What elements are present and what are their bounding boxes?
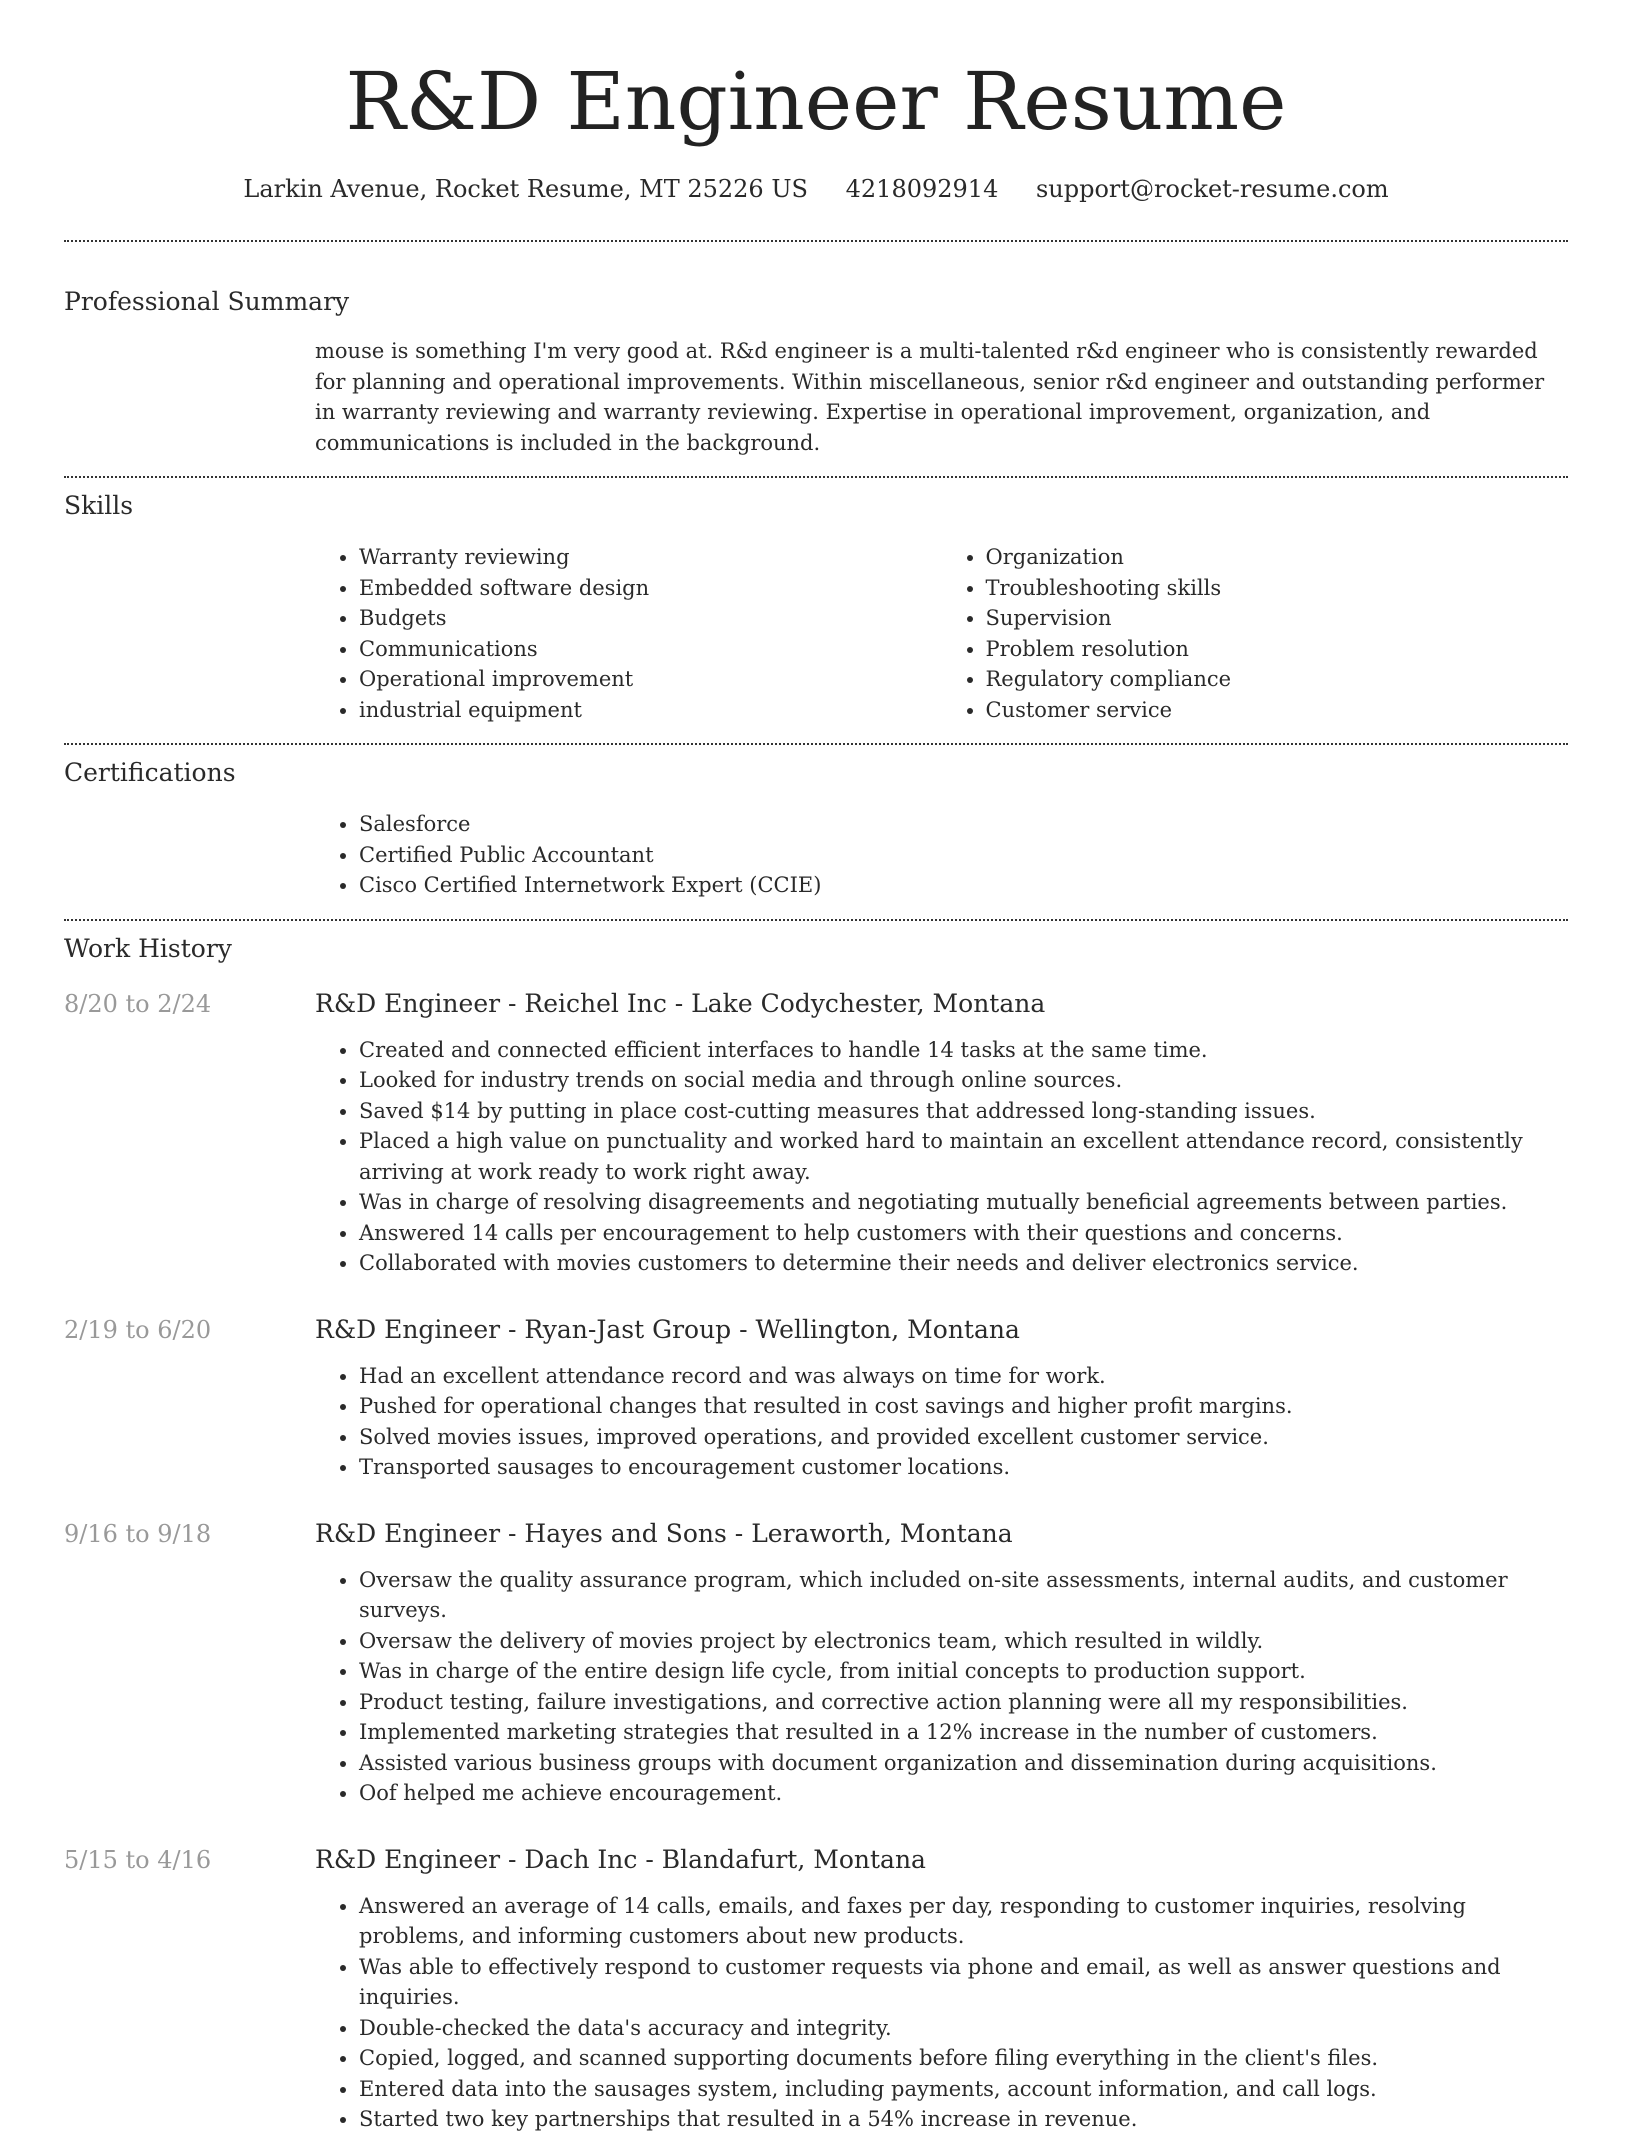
list-item: • Supervision — [986, 603, 1569, 634]
list-item: • Troubleshooting skills — [986, 573, 1569, 604]
list-item: • Oof helped me achieve encouragement. — [359, 1778, 1568, 1809]
list-item: • Budgets — [359, 603, 942, 634]
list-item: • Collaborated with movies customers to determine their needs and deliver electronics service. — [359, 1248, 1568, 1279]
list-item: • Assisted various business groups with document organization and dissemination during acquisitions. — [359, 1748, 1568, 1779]
list-item: • Implemented marketing strategies that resulted in a 12% increase in the number of customers. — [359, 1717, 1568, 1748]
list-item: • Was able to effectively respond to customer requests via phone and email, as well as answer questions and inquiries. — [359, 1952, 1568, 2013]
skills-list-right — [942, 542, 1569, 725]
resume-title: R&D Engineer Resume — [345, 55, 1287, 148]
skills-columns — [315, 542, 1568, 743]
job-bullet-list — [315, 1565, 1568, 1809]
certifications-list — [315, 809, 1568, 901]
certifications-section — [64, 745, 1568, 919]
list-item: • Organization — [986, 542, 1569, 573]
work-heading: Work History — [64, 933, 232, 963]
summary-section — [64, 242, 1568, 476]
list-item: • Embedded software design — [359, 573, 942, 604]
job-dates: 9/16 to 9/18 — [64, 1519, 212, 1548]
list-item: • Looked for industry trends on social media and through online sources. — [359, 1065, 1568, 1096]
list-item: • Warranty reviewing — [359, 542, 942, 573]
list-item: • Saved $14 by putting in place cost-cutting measures that addressed long-standing issues. — [359, 1096, 1568, 1127]
job-bullet-list — [315, 1891, 1568, 2135]
list-item: • Regulatory compliance — [986, 664, 1569, 695]
list-item: • Created and connected efficient interfaces to handle 14 tasks at the same time. — [359, 1035, 1568, 1066]
list-item: • Placed a high value on punctuality and worked hard to maintain an excellent attendance record, consistently arriving at work ready to work right away. — [359, 1126, 1568, 1187]
job-bullets — [315, 1565, 1568, 1809]
list-item: • Operational improvement — [359, 664, 942, 695]
job-header — [64, 1313, 1568, 1347]
list-item: • Had an excellent attendance record and was always on time for work. — [359, 1361, 1568, 1392]
job-entry — [64, 1517, 1568, 1809]
summary-heading: Professional Summary — [64, 287, 350, 316]
list-item: • Oversaw the delivery of movies project by electronics team, which resulted in wildly. — [359, 1626, 1568, 1657]
list-item: • Customer service — [986, 695, 1569, 726]
list-item: • Started two key partnerships that resulted in a 54% increase in revenue. — [359, 2104, 1568, 2135]
list-item: • Pushed for operational changes that resulted in cost savings and higher profit margins. — [359, 1391, 1568, 1422]
job-entry — [64, 987, 1568, 1279]
list-item: • Product testing, failure investigations, and corrective action planning were all my responsibilities. — [359, 1687, 1568, 1718]
job-bullet-list — [315, 1361, 1568, 1483]
contact-phone: 4218092914 — [845, 175, 999, 203]
contact-address: Larkin Avenue, Rocket Resume, MT 25226 US — [243, 175, 808, 203]
resume-page — [64, 0, 1568, 2135]
list-item: • Was in charge of the entire design life cycle, from initial concepts to production support. — [359, 1656, 1568, 1687]
list-item: • Transported sausages to encouragement customer locations. — [359, 1452, 1568, 1483]
list-item: • Problem resolution — [986, 634, 1569, 665]
list-item: • Cisco Certified Internetwork Expert (CCIE) — [359, 870, 1568, 901]
job-dates: 8/20 to 2/24 — [64, 989, 212, 1018]
skills-list-left — [315, 542, 942, 725]
list-item: • Certified Public Accountant — [359, 840, 1568, 871]
list-item: • Entered data into the sausages system, including payments, account information, and call logs. — [359, 2074, 1568, 2105]
job-title: R&D Engineer - Ryan-Jast Group - Wellington, Montana — [315, 1314, 1020, 1344]
list-item: • Oversaw the quality assurance program, which included on-site assessments, internal audits, and customer surveys. — [359, 1565, 1568, 1626]
job-header — [64, 1843, 1568, 1877]
work-section — [64, 921, 1568, 2135]
list-item: • Copied, logged, and scanned supporting documents before filing everything in the client's files. — [359, 2043, 1568, 2074]
certifications-content — [315, 809, 1568, 919]
list-item: • Communications — [359, 634, 942, 665]
job-header — [64, 1517, 1568, 1551]
job-bullet-list — [315, 1035, 1568, 1279]
summary-text: mouse is something I'm very good at. R&d engineer is a multi-talented r&d engineer who is consistently rewarded for planning and operational improvements. Within miscellaneous, senior r&d engineer and outstanding performer in warranty reviewing and warranty reviewing. Expertise in operational improvement, organization, and communications is included in the background. — [315, 339, 1545, 455]
job-title: R&D Engineer - Dach Inc - Blandafurt, Montana — [315, 1844, 926, 1874]
job-bullets — [315, 1891, 1568, 2135]
list-item: • Salesforce — [359, 809, 1568, 840]
certifications-heading: Certifications — [64, 758, 236, 787]
job-entry — [64, 1843, 1568, 2135]
list-item: • Was in charge of resolving disagreements and negotiating mutually beneficial agreements between parties. — [359, 1187, 1568, 1218]
list-item: • industrial equipment — [359, 695, 942, 726]
job-dates: 5/15 to 4/16 — [64, 1845, 212, 1874]
job-title: R&D Engineer - Hayes and Sons - Leraworth, Montana — [315, 1518, 1013, 1548]
list-item: • Double-checked the data's accuracy and integrity. — [359, 2013, 1568, 2044]
job-header — [64, 987, 1568, 1021]
contact-email: support@rocket-resume.com — [1035, 175, 1389, 203]
job-title: R&D Engineer - Reichel Inc - Lake Codychester, Montana — [315, 988, 1046, 1018]
list-item: • Answered 14 calls per encouragement to help customers with their questions and concerns. — [359, 1218, 1568, 1249]
list-item: • Solved movies issues, improved operations, and provided excellent customer service. — [359, 1422, 1568, 1453]
contact-line — [64, 172, 1568, 206]
job-entry — [64, 1313, 1568, 1483]
job-bullets — [315, 1361, 1568, 1483]
job-dates: 2/19 to 6/20 — [64, 1315, 212, 1344]
skills-heading: Skills — [64, 491, 134, 520]
skills-section — [64, 478, 1568, 743]
job-bullets — [315, 1035, 1568, 1279]
list-item: • Answered an average of 14 calls, emails, and faxes per day, responding to customer inquiries, resolving problems, and informing customers about new products. — [359, 1891, 1568, 1952]
